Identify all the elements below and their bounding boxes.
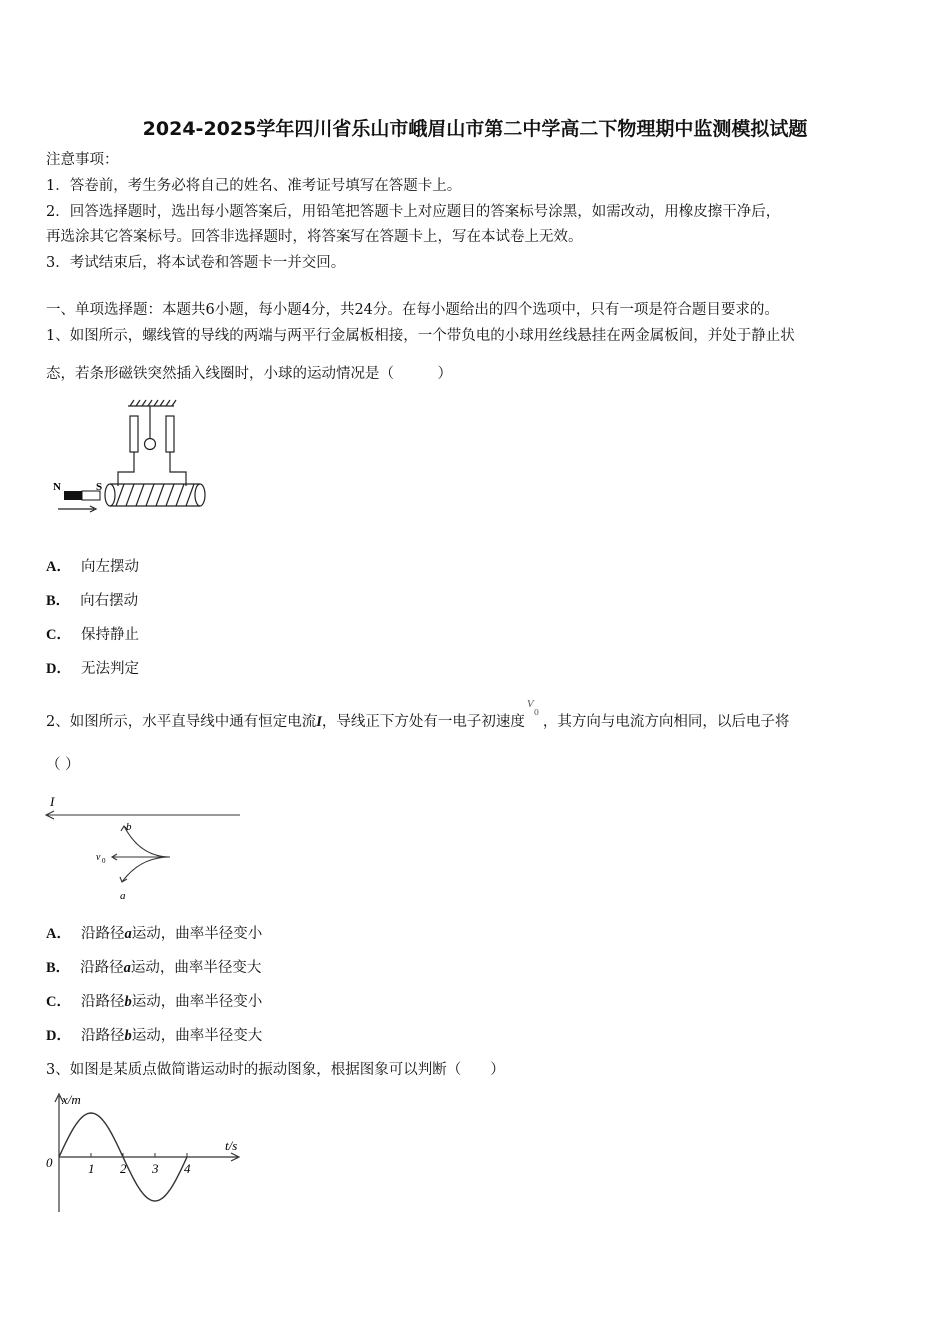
velocity-label: v <box>96 852 101 863</box>
q2-stem-line-2: （ ） <box>46 757 80 773</box>
notice-heading: 注意事项： <box>46 152 119 168</box>
notice-item-2: 2．回答选择题时，选出每小题答案后，用铅笔把答题卡上对应题目的答案标号涂黑，如需改动，用橡皮擦干净后， <box>46 204 781 220</box>
notice-item-1: 1．答卷前，考生务必将自己的姓名、准考证号填写在答题卡上。 <box>46 178 462 194</box>
q3-stem: 3、如图是某质点做简谐运动时的振动图象，根据图象可以判断（ ） <box>46 1062 505 1078</box>
q2-option-d: D． 沿路径b运动，曲率半径变大 <box>46 1028 263 1044</box>
charged-ball <box>145 439 156 450</box>
q1-stem-line-1: 1、如图所示，螺线管的导线的两端与两平行金属板相接，一个带负电的小球用丝线悬挂在两金属板间，并处于静止状 <box>46 328 795 344</box>
q2-option-a: A． 沿路径a运动，曲率半径变小 <box>46 926 263 942</box>
q1-option-b: B． 向右摆动 <box>46 593 139 609</box>
vibration-chart <box>40 1090 250 1215</box>
magnet-n-label: N <box>53 481 61 493</box>
page-title: 2024-2025学年四川省乐山市峨眉山市第二中学高二下物理期中监测模拟试题 <box>142 118 808 140</box>
x-tick-label-3: 3 <box>152 1161 159 1176</box>
x-axis-label: t/s <box>225 1138 238 1153</box>
magnet-north-half <box>64 491 82 500</box>
wire-electron-figure <box>40 790 250 905</box>
x-tick-label-4: 4 <box>184 1161 191 1176</box>
q2-option-c: C． 沿路径b运动，曲率半径变小 <box>46 994 263 1010</box>
notice-item-2-cont: 再选涂其它答案标号。回答非选择题时，将答案写在答题卡上，写在本试卷上无效。 <box>46 229 583 245</box>
origin-label: 0 <box>46 1155 53 1170</box>
y-axis-label: x/m <box>62 1092 81 1107</box>
notice-item-3: 3．考试结束后，将本试卷和答题卡一并交回。 <box>46 255 346 271</box>
solenoid-figure <box>50 398 220 518</box>
velocity-sub-label: 0 <box>102 857 106 865</box>
q1-option-c: C． 保持静止 <box>46 627 139 643</box>
ceiling-hatch <box>130 400 176 406</box>
q2-option-b: B． 沿路径a运动，曲率半径变大 <box>46 960 262 976</box>
right-metal-plate <box>166 416 174 452</box>
q1-option-d: D． 无法判定 <box>46 661 139 677</box>
solenoid-right-end <box>195 484 205 506</box>
left-wire <box>118 452 134 486</box>
q1-stem-line-2: 态，若条形磁铁突然插入线圈时，小球的运动情况是（ ） <box>46 366 452 382</box>
magnet-s-label: S <box>96 481 103 493</box>
x-tick-label-1: 1 <box>88 1161 95 1176</box>
solenoid-left-end <box>105 484 115 506</box>
section-heading: 一、单项选择题：本题共6小题，每小题4分，共24分。在每小题给出的四个选项中，只有一项是符合题目要求的。 <box>46 302 779 318</box>
path-b-label: b <box>126 821 132 833</box>
path-a-curve <box>122 857 170 882</box>
left-metal-plate <box>130 416 138 452</box>
q2-stem-line-1: 2、如图所示，水平直导线中通有恒定电流I，导线正下方处有一电子初速度 V 0 ，其方向与电流方向相同，以后电子将 <box>46 698 790 730</box>
path-a-label: a <box>120 890 126 902</box>
current-label: I <box>50 794 55 809</box>
x-tick-label-2: 2 <box>120 1161 127 1176</box>
right-wire <box>170 452 186 486</box>
q1-option-a: A． 向左摆动 <box>46 559 139 575</box>
solenoid-windings <box>116 484 194 506</box>
